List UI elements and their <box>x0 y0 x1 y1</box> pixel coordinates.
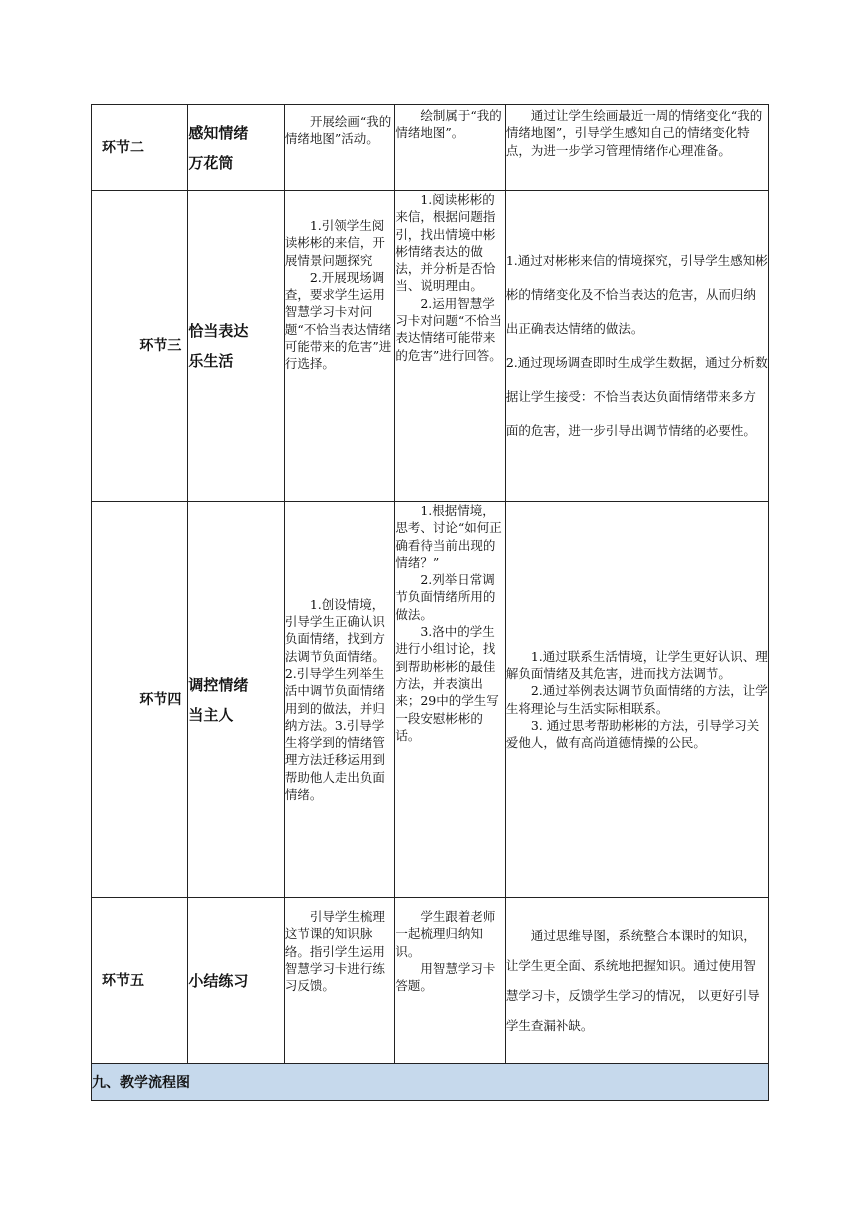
design-intent-cell <box>505 105 768 191</box>
table-row <box>92 502 769 898</box>
student-activity-cell <box>395 502 505 898</box>
design-intent-text: 2.通过举例表达调节负面情绪的方法，让学生将理论与生活实际相联系。 <box>505 683 768 716</box>
table-row <box>92 105 769 191</box>
teacher-activity-text: 2.开展现场调查，要求学生运用智慧学习卡对问题“不恰当表达情绪可能带来的危害”进行选择。 <box>284 269 392 372</box>
student-activity-text: 2.列举日常调节负面情绪所用的做法。 <box>395 572 496 622</box>
stage-cell: 环节二 <box>92 105 188 191</box>
teacher-activity-cell <box>284 105 394 191</box>
teacher-activity-text: 引导学生梳理这节课的知识脉络。指引学生运用智慧学习卡进行练习反馈。 <box>284 909 385 994</box>
stage-cell: 环节四 <box>92 502 188 898</box>
student-activity-cell <box>395 191 505 502</box>
design-intent-cell <box>505 191 768 502</box>
teacher-activity-text: 开展绘画“我的情绪地图”活动。 <box>284 114 392 147</box>
student-activity-text: 用智慧学习卡答题。 <box>395 960 496 994</box>
teacher-activity-cell <box>284 502 394 898</box>
topic-line: 万花筒 <box>188 153 234 172</box>
design-intent-text: 3. 通过思考帮助彬彬的方法，引导学习关爱他人，做有高尚道德情操的公民。 <box>505 717 760 751</box>
design-intent-text: 通过让学生绘画最近一周的情绪变化“我的情绪地图”，引导学生感知自己的情绪变化特点，为进一步学习管理情绪作心理准备。 <box>505 108 763 158</box>
teacher-activity-cell <box>284 898 394 1064</box>
topic-cell <box>188 502 284 898</box>
lesson-plan-table <box>91 104 769 1101</box>
stage-cell: 环节五 <box>92 898 188 1064</box>
topic-line: 感知情绪 <box>188 123 249 142</box>
topic-line: 小结练习 <box>188 971 249 990</box>
teacher-activity-text: 1.创设情境，引导学生正确认识负面情绪，找到方法调节负面情绪。2.引导学生列举生活中调节负面情绪用到的做法，并归纳方法。3.引导学生将学到的情绪管理方法迁移运用到帮助他人走出负面情绪。 <box>284 596 385 802</box>
teacher-activity-text: 1.引领学生阅读彬彬的来信，开展情景问题探究 <box>284 218 385 268</box>
design-intent-text: 1.通过对彬彬来信的情境探究，引导学生感知彬彬的情绪变化及不恰当表达的危害，从而归纳出正确表达情绪的做法。 <box>505 253 768 336</box>
design-intent-cell <box>505 898 768 1064</box>
teacher-activity-cell <box>284 191 394 502</box>
student-activity-text: 绘制属于“我的情绪地图”。 <box>395 108 502 141</box>
section-heading: 九、教学流程图 <box>92 1064 769 1101</box>
design-intent-cell <box>505 502 768 898</box>
topic-line: 调控情绪 <box>188 675 249 694</box>
student-activity-text: 2.运用智慧学习卡对问题“不恰当表达情绪可能带来的危害”进行回答。 <box>395 295 502 363</box>
design-intent-text: 通过思维导图，系统整合本课时的知识，让学生更全面、系统地把握知识。通过使用智慧学习卡，反馈学生学习的情况， 以更好引导学生查漏补缺。 <box>505 927 760 1033</box>
section-heading-row <box>92 1064 769 1101</box>
student-activity-text: 学生跟着老师一起梳理归纳知识。 <box>395 909 496 959</box>
table-row <box>92 898 769 1064</box>
topic-line: 恰当表达 <box>188 322 249 340</box>
student-activity-text: 1.根据情境，思考、讨论“如何正确看待当前出现的情绪？” <box>395 503 502 570</box>
topic-cell <box>188 105 284 191</box>
table-row <box>92 191 769 502</box>
stage-cell: 环节三 <box>92 191 188 502</box>
topic-line: 当主人 <box>188 705 234 724</box>
student-activity-cell <box>395 105 505 191</box>
student-activity-text: 3.洛中的学生进行小组讨论，找到帮助彬彬的最佳方法，并表演出来；29中的学生写一段安慰彬彬的话。 <box>395 624 499 743</box>
design-intent-text: 2.通过现场调查即时生成学生数据，通过分析数据让学生接受：不恰当表达负面情绪带来多方面的危害，进一步引导出调节情绪的必要性。 <box>505 355 768 438</box>
topic-cell <box>188 191 284 502</box>
student-activity-text: 1.阅读彬彬的来信，根据问题指引，找出情境中彬彬情绪表达的做法，并分析是否恰当、说明理由。 <box>395 192 496 294</box>
topic-line: 乐生活 <box>188 352 234 370</box>
topic-cell <box>188 898 284 1064</box>
design-intent-text: 1.通过联系生活情境，让学生更好认识、理解负面情绪及其危害，进而找方法调节。 <box>505 648 768 681</box>
student-activity-cell <box>395 898 505 1064</box>
